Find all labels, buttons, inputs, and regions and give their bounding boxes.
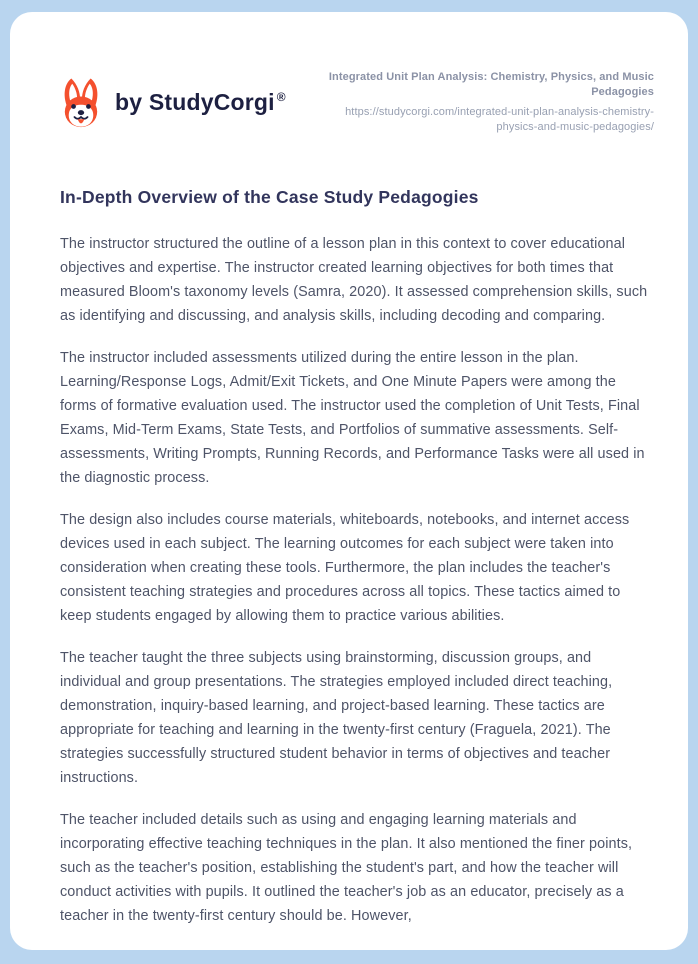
document-url-link[interactable]: https://studycorgi.com/integrated-unit-plan-analysis-chemistry-physics-and-music-pedagogies/ <box>345 106 654 133</box>
paragraph-5: The teacher included details such as using and engaging learning materials and incorporating effective teaching techniques in the plan. It also mentioned the finer points, such as the teacher's position, establishing the student's part, and how the teacher will conduct activities with pupils. It outlined the teacher's job as an educator, precisely as a teacher in the twenty-first century should be. However, <box>60 812 633 924</box>
document-title: Integrated Unit Plan Analysis: Chemistry, Physics, and Music Pedagogies <box>328 71 654 98</box>
paragraph-2: The instructor included assessments utilized during the entire lesson in the plan. Learning/Response Logs, Admit/Exit Tickets, and One Minute Papers were among the forms of formative evaluation used. The instructor used the completion of Unit Tests, Final Exams, Mid-Term Exams, State Tests, and Portfolios of summative assessments. Self-assessments, Writing Prompts, Running Records, and Performance Tasks were all used in the diagnostic process. <box>60 350 645 486</box>
document-meta <box>324 70 654 135</box>
corgi-icon <box>60 75 102 131</box>
article-heading: In-Depth Overview of the Case Study Pedagogies <box>60 187 479 207</box>
brand-logo[interactable] <box>60 75 286 131</box>
paragraph-3: The design also includes course materials, whiteboards, notebooks, and internet access devices used in each subject. The learning outcomes for each subject were taken into consideration when creating these tools. Furthermore, the plan includes the teacher's consistent teaching strategies and procedures across all topics. These tactics aimed to keep students engaged by allowing them to practice various abilities. <box>60 512 630 624</box>
paragraph-1: The instructor structured the outline of a lesson plan in this context to cover educational objectives and expertise. The instructor created learning objectives for both times that measured Bloom's taxonomy levels (Samra, 2020). It assessed comprehension skills, such as identifying and discussing, and analysis skills, including decoding and comparing. <box>60 236 648 324</box>
document-card <box>10 12 688 950</box>
paragraph-4: The teacher taught the three subjects using brainstorming, discussion groups, and individual and group presentations. The strategies employed included direct teaching, demonstration, inquiry-based learning, and project-based learning. These tactics are appropriate for teaching and learning in the twenty-first century (Fraguela, 2021). The strategies successfully structured student behavior in terms of objectives and teacher instructions. <box>60 650 613 786</box>
brand-text: by StudyCorgi ® <box>115 89 286 115</box>
registered-mark: ® <box>276 90 286 105</box>
article-body <box>60 232 654 928</box>
page-header <box>60 70 654 135</box>
